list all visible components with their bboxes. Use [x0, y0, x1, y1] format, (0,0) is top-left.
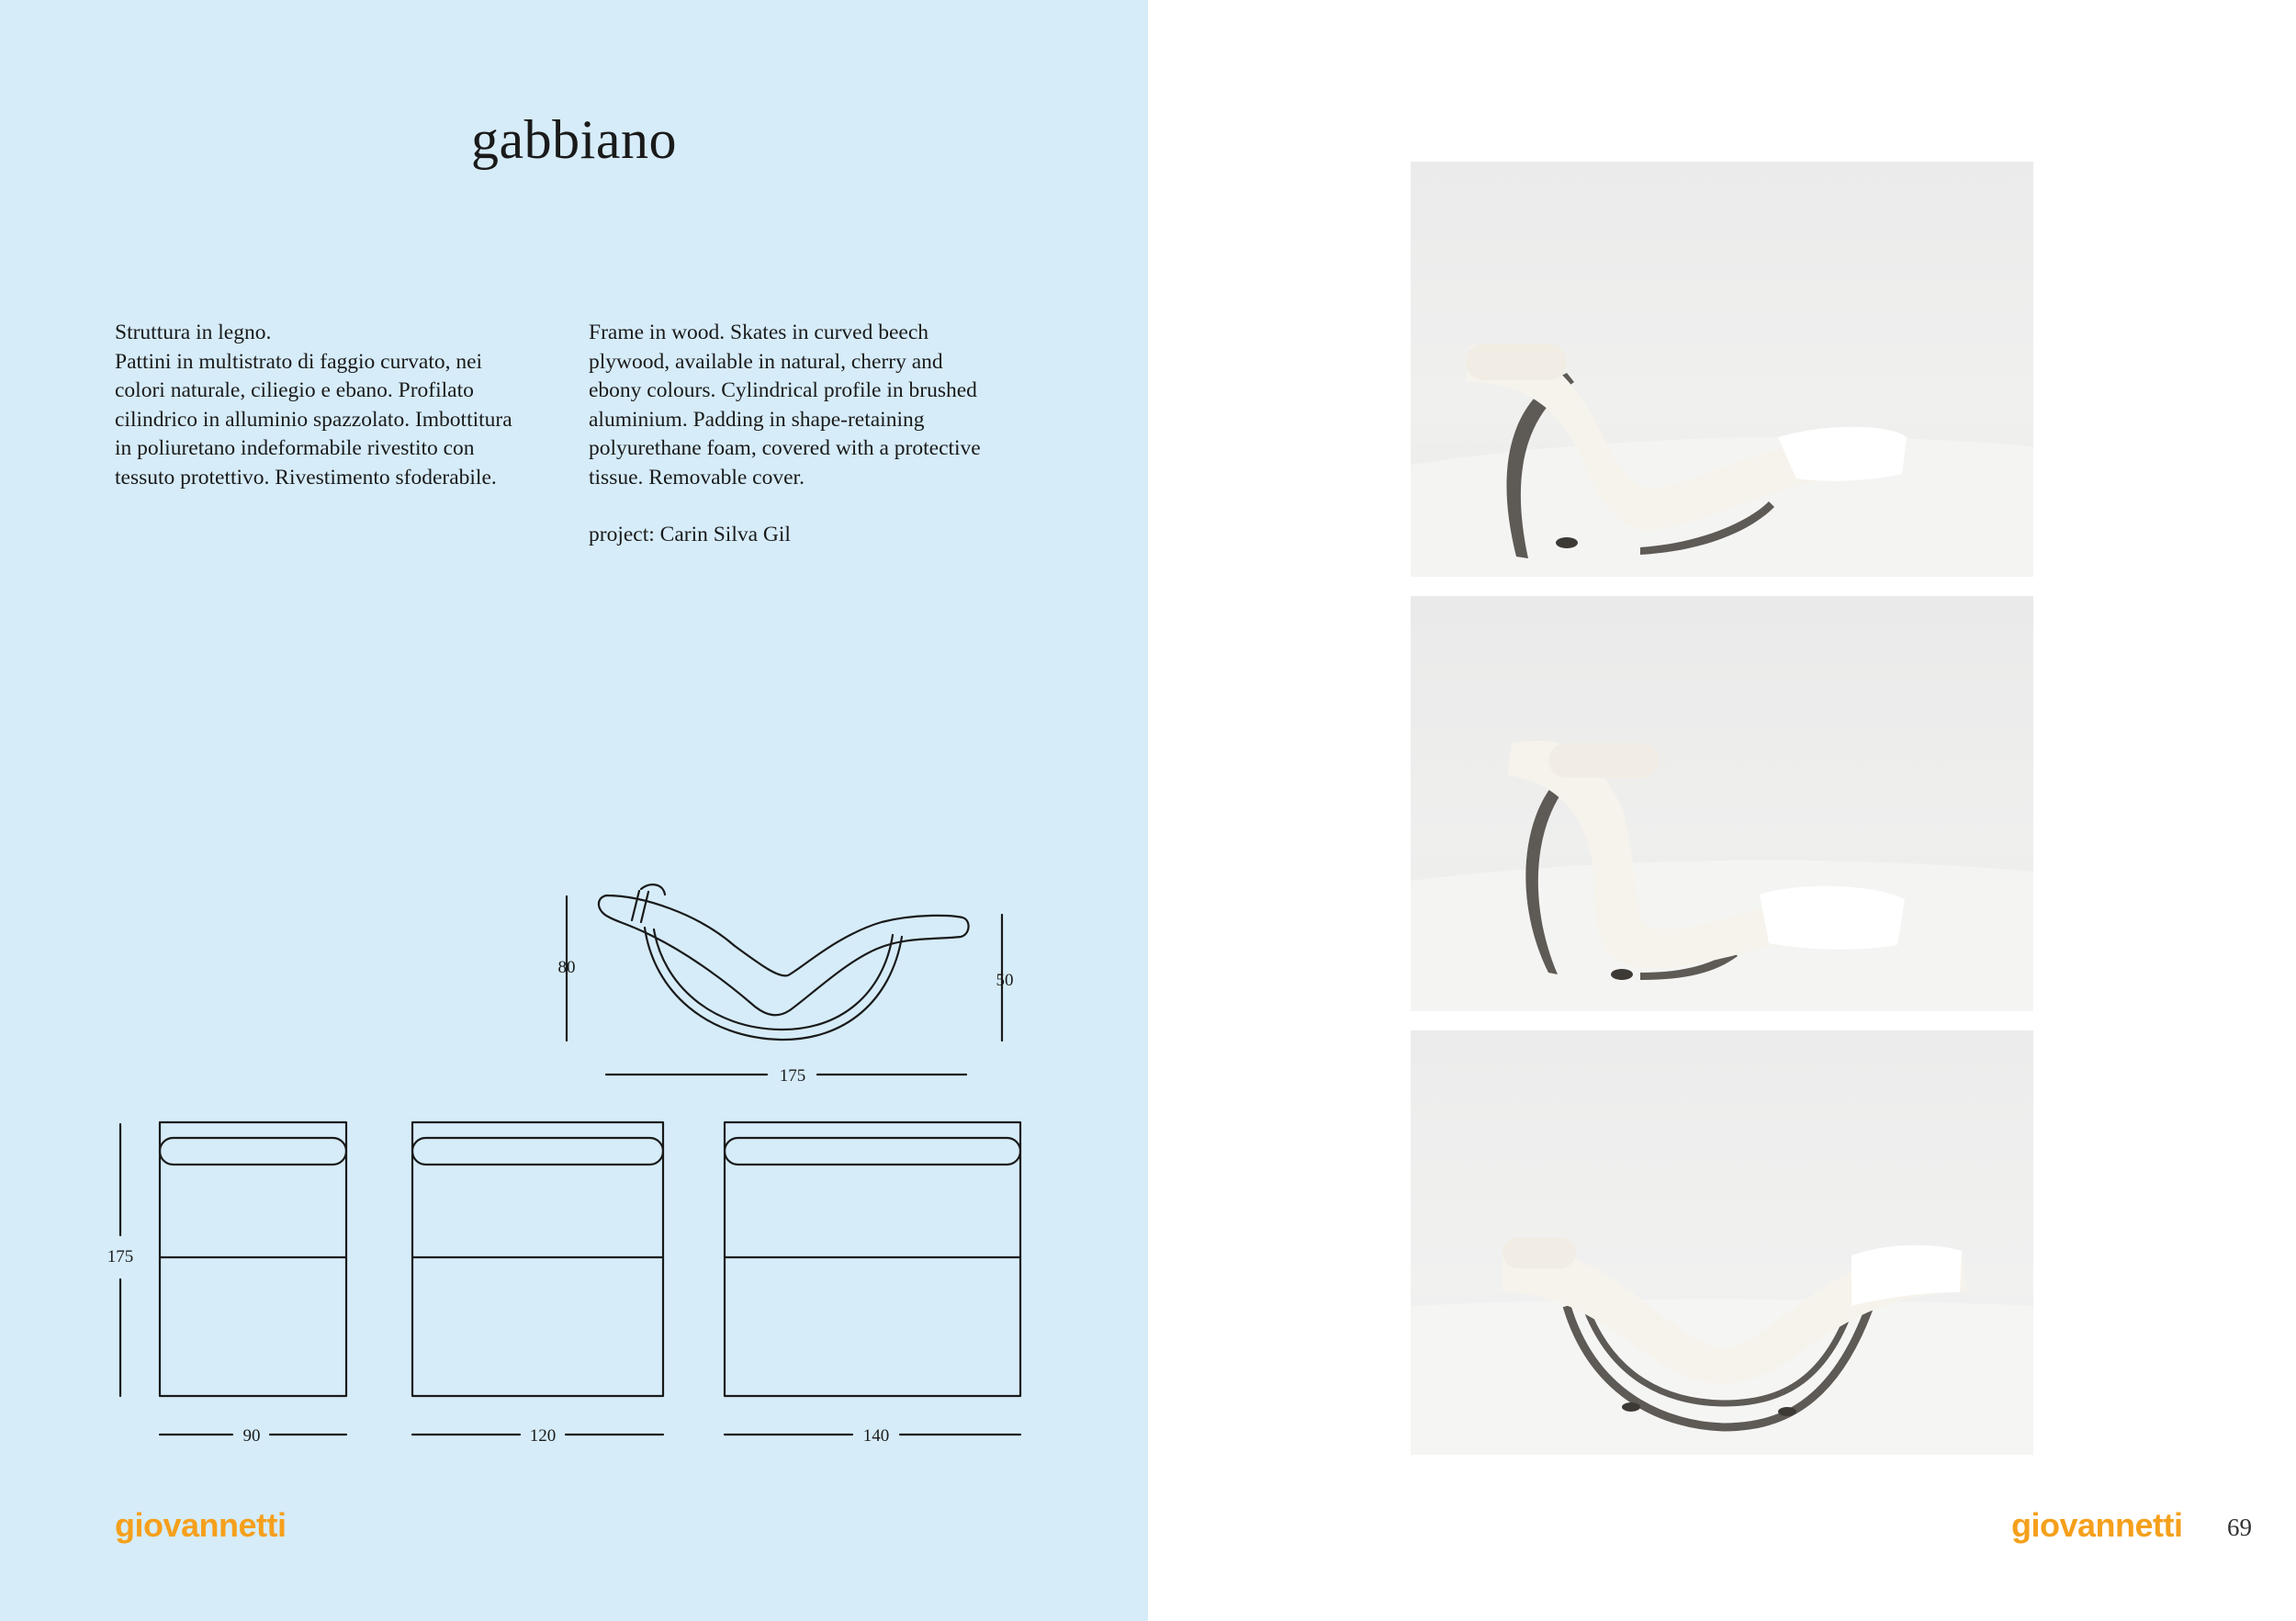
dim-label-width-120: 120 [529, 1426, 557, 1446]
chaise-longue-photo-side-raised [1411, 596, 2033, 1011]
dim-label-length: 175 [779, 1066, 806, 1086]
dim-label-width-90: 90 [242, 1426, 261, 1446]
top-view-140 [725, 1122, 1020, 1396]
product-title: gabbiano [471, 109, 677, 170]
page-number: 69 [2227, 1514, 2252, 1541]
chaise-longue-photo-angled [1411, 162, 2033, 577]
chaise-longue-photo-front [1411, 1030, 2033, 1455]
dim-label-width-140: 140 [862, 1426, 890, 1446]
brand-logo-left: giovannetti [115, 1506, 287, 1544]
side-view-drawing [599, 884, 969, 1040]
dim-label-seat-height: 50 [996, 971, 1014, 990]
brand-logo-right: giovannetti [2011, 1506, 2183, 1544]
project-credit: project: Carin Silva Gil [589, 523, 791, 546]
description-italian: Struttura in legno. Pattini in multistrato di faggio curvato, nei colori naturale, ciliegio e ebano. Profilato cilindrico in alluminio spazzolato. Imbottitura in poliuretano indeformabile rivestito con tessuto protettivo. Rivestimento sfoderabile. [115, 321, 512, 490]
dim-label-height: 80 [557, 958, 576, 977]
top-view-90 [160, 1122, 346, 1396]
top-view-120 [412, 1122, 663, 1396]
description-english: Frame in wood. Skates in curved beech plywood, available in natural, cherry and ebony colours. Cylindrical profile in brushed aluminium. Padding in shape-retaining polyurethane foam, covered with a protective tissue. Removable cover. [589, 321, 981, 490]
dim-label-top-length: 175 [107, 1247, 134, 1266]
